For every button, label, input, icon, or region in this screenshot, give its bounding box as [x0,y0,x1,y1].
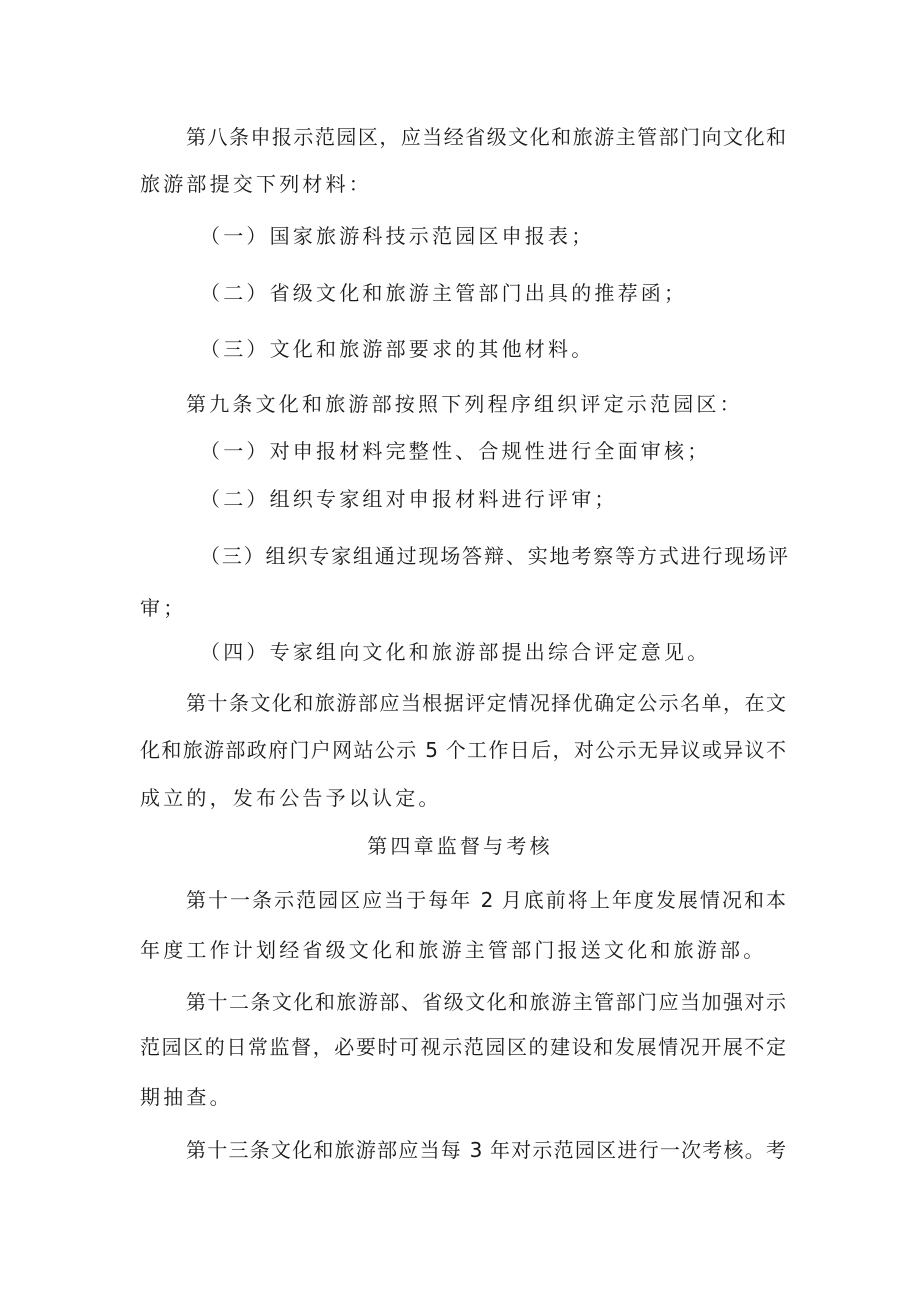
article-12-line-1: 第十二条文化和旅游部、省级文化和旅游主管部门应当加强对示 [186,990,786,1014]
article-9-item-1: （一）对申报材料完整性、合规性进行全面审核； [200,439,711,463]
article-9-line-1: 第九条文化和旅游部按照下列程序组织评定示范园区： [186,392,743,416]
article-9-item-3-line-2: 审； [140,596,187,620]
article-11-line-1: 第十一条示范园区应当于每年 2 月底前将上年度发展情况和本 [186,888,786,912]
article-8-item-1: （一）国家旅游科技示范园区申报表； [200,224,595,248]
article-8-line-2: 旅游部提交下列材料： [140,172,372,196]
article-12-line-3: 期抽查。 [140,1085,233,1109]
article-10-line-1: 第十条文化和旅游部应当根据评定情况择优确定公示名单，在文 [186,691,786,715]
article-9-item-3-line-1: （三）组织专家组通过现场答辩、实地考察等方式进行现场评 [200,544,788,568]
article-13-line-1: 第十三条文化和旅游部应当每 3 年对示范园区进行一次考核。考 [186,1138,786,1162]
article-8-line-1: 第八条申报示范园区，应当经省级文化和旅游主管部门向文化和 [186,125,786,149]
article-9-item-2: （二）组织专家组对申报材料进行评审； [200,487,618,511]
article-9-item-4: （四）专家组向文化和旅游部提出综合评定意见。 [200,640,711,664]
article-8-item-2: （二）省级文化和旅游主管部门出具的推荐函； [200,281,688,305]
article-10-line-2: 化和旅游部政府门户网站公示 5 个工作日后，对公示无异议或异议不 [140,738,786,762]
article-8-item-3: （三）文化和旅游部要求的其他材料。 [200,337,595,361]
article-11-line-2: 年度工作计划经省级文化和旅游主管部门报送文化和旅游部。 [140,938,767,962]
article-10-line-3: 成立的，发布公告予以认定。 [140,786,442,810]
article-12-line-2: 范园区的日常监督，必要时可视示范园区的建设和发展情况开展不定 [140,1035,786,1059]
chapter-4-title: 第四章监督与考核 [367,834,553,858]
